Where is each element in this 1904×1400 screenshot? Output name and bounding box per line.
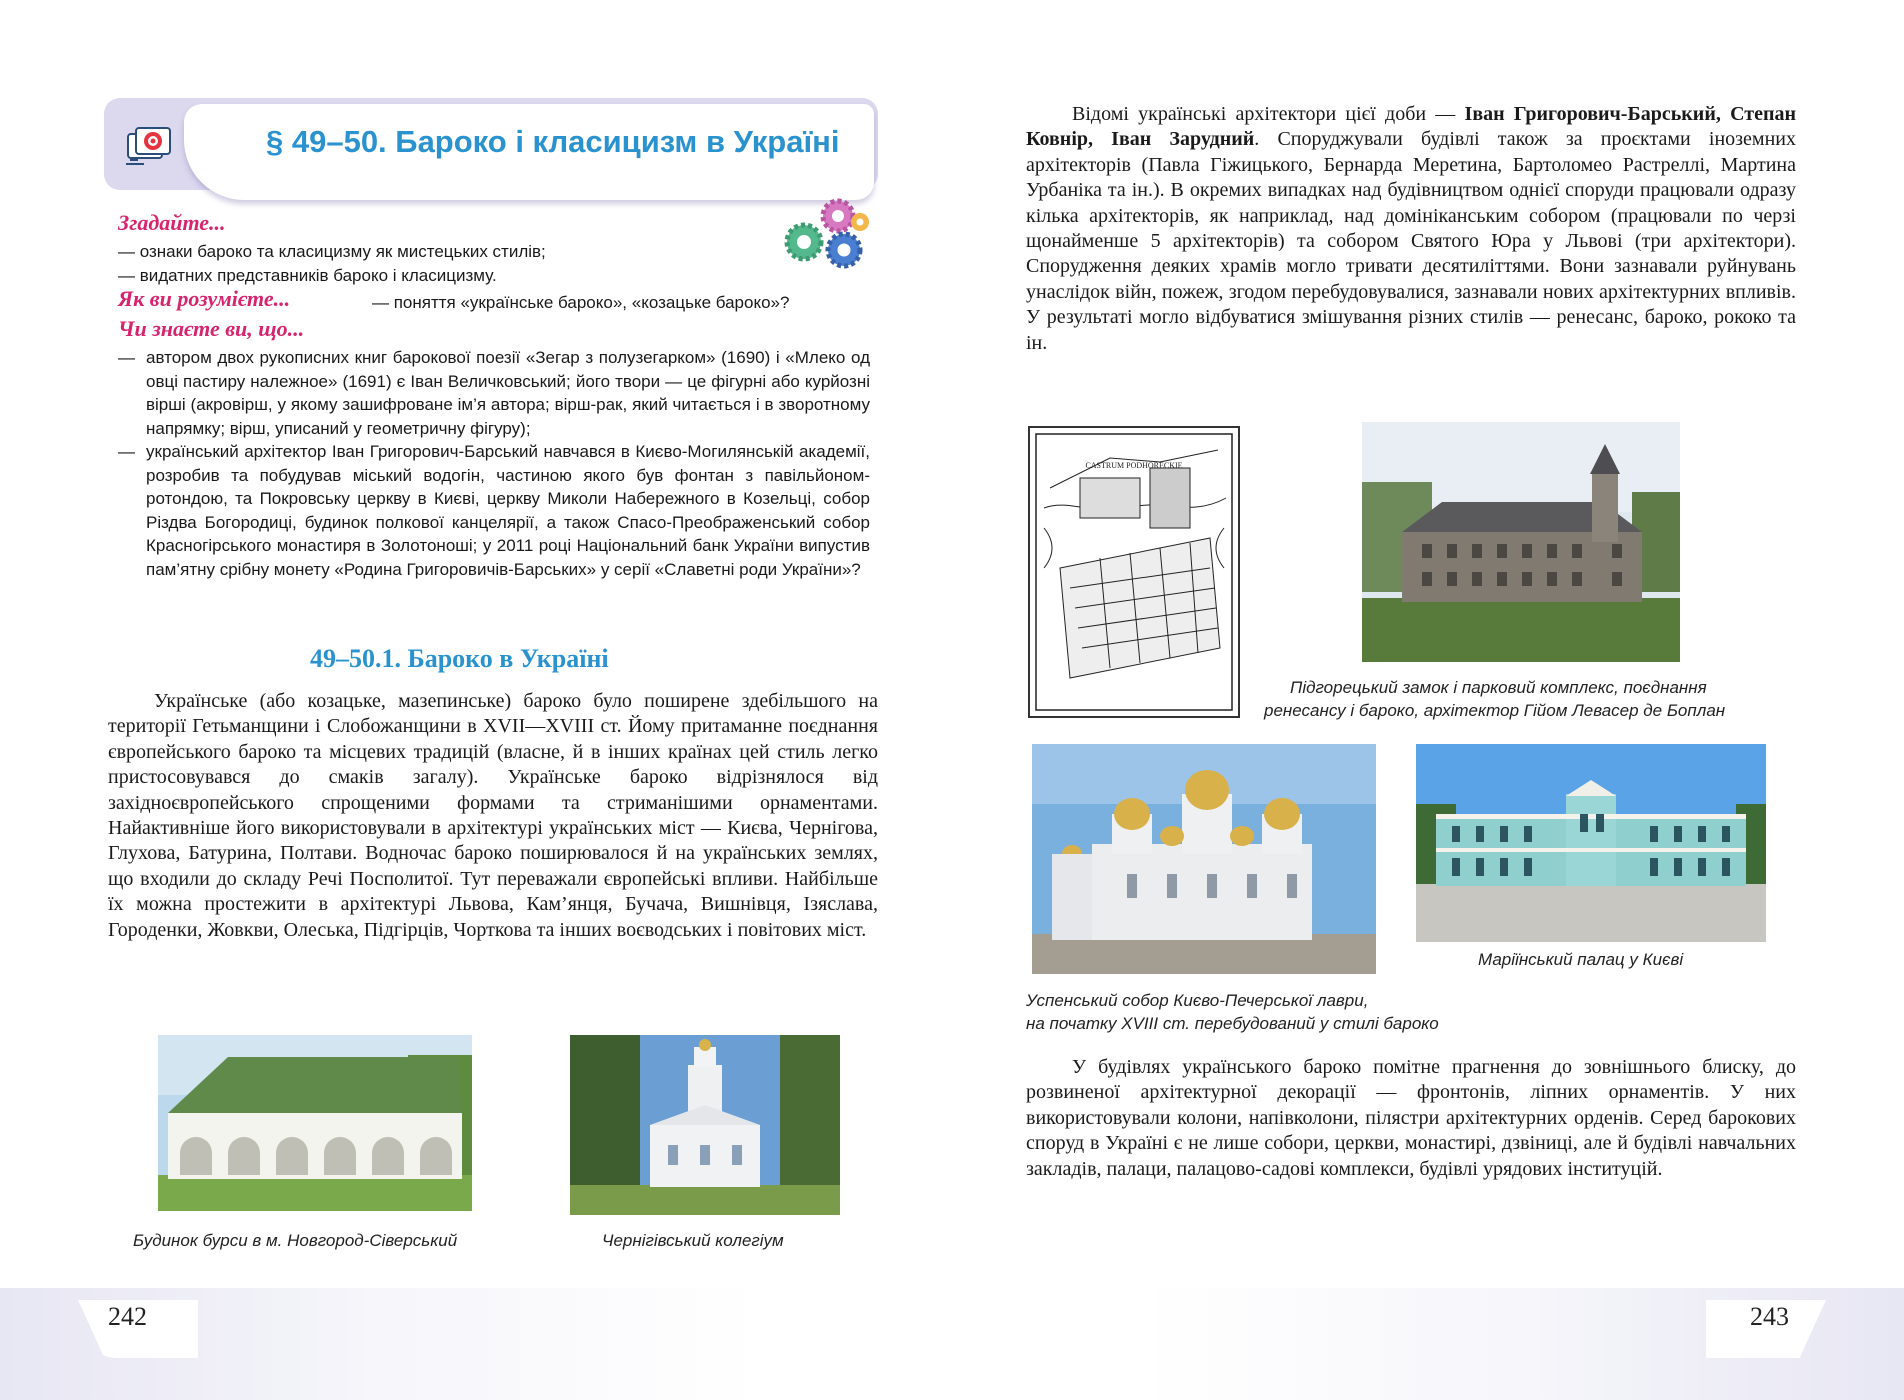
engraving-image bbox=[1028, 426, 1240, 718]
lavra-caption-line2: на початку XVIII ст. перебудований у стилі бароко bbox=[1026, 1014, 1439, 1033]
recall-heading: Згадайте... bbox=[118, 210, 226, 235]
understand-heading: Як ви розумієте... bbox=[118, 286, 291, 311]
lavra-caption-line1: Успенський собор Києво-Печерської лаври, bbox=[1026, 991, 1369, 1010]
know-heading: Чи знаєте ви, що... bbox=[118, 316, 305, 341]
know-list bbox=[118, 346, 870, 581]
section-title: 49–50.1. Бароко в Україні bbox=[310, 644, 609, 673]
target-icon bbox=[124, 124, 176, 168]
page-number-left: 242 bbox=[108, 1302, 147, 1331]
architects-paragraph: Відомі українські архітектори цієї доби — Іван Григорович-Барський, Степан Ковнір, Іван Зарудний. Споруджували будівлі також за проєктами іноземних архітекторів (Павла Гіжицького, Бернарда Меретина, Бартоломео Растреллі, Мартина Урбаніка та ін.). В окремих випадках над будівництвом однієї споруди працювали одразу кілька архітекторів, як наприклад, над домініканським собором (працювали по черзі щонайменше 5 архітекторів) та собором Святого Юра у Львові (три архітектори). Спорудження деяких храмів могло тривати десятиліттями. Вони зазнавали руйнувань унаслідок війн, пожеж, згодом перебудовувалися, зазнавали нових архітектурних впливів. У результаті могло відбуватися змішування різних стилів — ренесанс, бароко, рококо та ін. bbox=[1026, 103, 1796, 354]
list-dash: — bbox=[118, 348, 135, 367]
section-paragraph: Українське (або козацьке, мазепинське) бароко було поширене здебільшого на території Гетьманщини і Слобожанщини в XVII—XVIII ст. Йому притаманне поєднання європейського бароко та місцевих традицій (власне, й в інших країнах цей стиль легко пристосовувався до смаків загалу). Українське бароко відрізнялося від західноєвропейського спрощеними формами та стриманішими орнаментами. Найактивніше його використовували в архітектурі українських міст — Києва, Чернігова, Глухова, Батурина, Полтави. Водночас бароко поширювалося й на українських землях, що входили до складу Речі Посполитої. Тут переважали європейські впливи. Найбільше їх можна простежити в архітектурі Львова, Кам’янця, Бучача, Вишнівця, Ізяслава, Городенки, Жовкви, Олеська, Підгірців, Чорткова та інших воєводських і повітових міст. bbox=[108, 690, 878, 941]
architects-names: Іван Григорович-Барський, Степан Ковнір, Іван Зарудний bbox=[1026, 103, 1796, 151]
page-title: § 49–50. Бароко і класицизм в Україні bbox=[266, 124, 840, 159]
recall-list bbox=[118, 240, 818, 287]
know-item: — автором двох рукописних книг барокової поезії «Зегар з полузегарком» (1690) і «Млеко од овці пастиру належное» (1691) є Іван Величковський; його твори — це фігурні або курйозні вірші (акровірш, у якому зашифроване ім’я автора; вірш-рак, який читається і в зворотному напрямку; вірш, уписаний у геометричну фігуру); bbox=[118, 348, 870, 438]
page-footer-band bbox=[0, 1288, 1904, 1400]
castle-caption-line1: Підгорецький замок і парковий комплекс, поєднання bbox=[1290, 678, 1707, 697]
bursa-photo bbox=[158, 1035, 472, 1211]
collegium-photo bbox=[570, 1035, 840, 1215]
palace-caption: Маріїнський палац у Києві bbox=[1478, 950, 1684, 969]
lavra-photo bbox=[1032, 744, 1376, 974]
collegium-caption: Чернігівський колегіум bbox=[602, 1231, 784, 1250]
page-number-right: 243 bbox=[1750, 1302, 1789, 1331]
recall-item: — ознаки бароко та класицизму як мистецьких стилів; bbox=[118, 242, 546, 261]
palace-photo bbox=[1416, 744, 1766, 942]
castle-photo bbox=[1362, 422, 1680, 662]
recall-item: — видатних представників бароко і класицизму. bbox=[118, 265, 497, 285]
bursa-caption: Будинок бурси в м. Новгород-Сіверський bbox=[133, 1231, 458, 1250]
know-item: — український архітектор Іван Григорович-Барський навчався в Києво-Могилянській академії, розробив та побудував міський водогін, частиною якого був фонтан з павільйоном-ротондою, та Покровську церкву в Києві, церкву Миколи Набережного в Козельці, собор Різдва Богородиці, будинок полкової канцелярії, а також Спасо-Преображенський собор Красногірського монастиря в Золотоноші; у 2011 році Національний банк України випустив пам’ятну срібну монету «Родина Григоровичів-Барських» у серії «Славетні роди України»? bbox=[118, 442, 870, 579]
understand-text: — поняття «українське бароко», «козацьке бароко»? bbox=[372, 293, 790, 312]
castle-caption-line2: ренесансу і бароко, архітектор Гійом Левасер де Боплан bbox=[1264, 701, 1726, 720]
engraving-label: CASTRUM PODHORECKIE bbox=[1085, 461, 1183, 470]
baroque-features-paragraph: У будівлях українського бароко помітне прагнення до зовнішнього блиску, до розвиненої архітектурної декорації — фронтонів, ліпних орнаментів. У них використовували колони, напівколони, пілястри архітектурних орденів. Серед барокових споруд в Україні є не лише собори, церкви, монастирі, дзвіниці, але й будівлі навчальних закладів, палаци, палацово-садові комплекси, будівлі урядових інституцій. bbox=[1026, 1056, 1796, 1180]
list-dash: — bbox=[118, 442, 135, 461]
